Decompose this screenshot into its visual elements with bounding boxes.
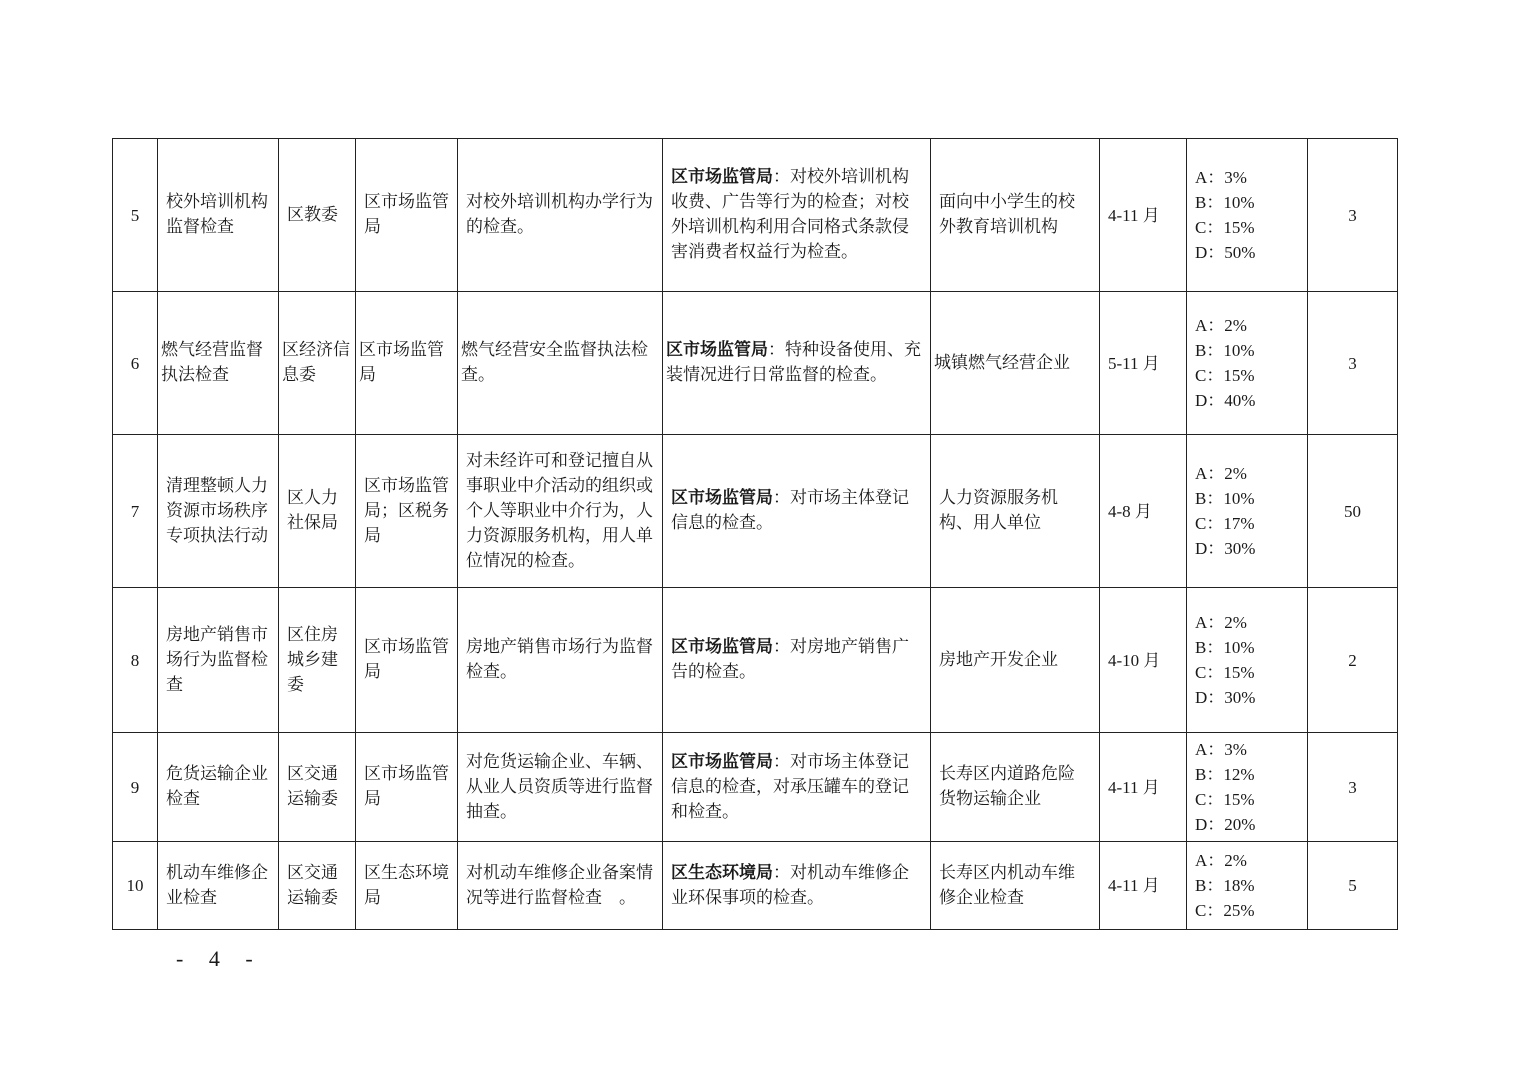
department-duties — [663, 733, 931, 842]
inspection-period: 4-11 月 — [1100, 842, 1187, 930]
table-row — [113, 588, 1398, 733]
inspection-object: 房地产开发企业 — [931, 588, 1100, 733]
sample-count: 3 — [1308, 292, 1398, 435]
inspection-object: 人力资源服务机构、用人单位 — [931, 435, 1100, 588]
inspection-table — [112, 138, 1398, 930]
inspection-period: 5-11 月 — [1100, 292, 1187, 435]
partner-department: 区市场监管局 — [356, 292, 458, 435]
row-number: 9 — [113, 733, 158, 842]
table-row — [113, 292, 1398, 435]
table-body — [113, 139, 1398, 930]
sampling-rates — [1187, 435, 1308, 588]
rate-a: A：3% — [1195, 740, 1247, 759]
sampling-rates — [1187, 139, 1308, 292]
sampling-rates — [1187, 842, 1308, 930]
inspection-content: 对未经许可和登记擅自从事职业中介活动的组织或个人等职业中介行为，人力资源服务机构，用人单位情况的检查。 — [458, 435, 663, 588]
department-duty-text: ：对校外培训机构收费、广告等行为的检查；对校外培训机构利用合同格式条款侵害消费者权益行为检查。 — [671, 167, 909, 262]
partner-department: 区生态环境局 — [356, 842, 458, 930]
table-row — [113, 435, 1398, 588]
rate-b: B：10% — [1195, 638, 1255, 657]
sampling-rates — [1187, 292, 1308, 435]
inspection-period: 4-10 月 — [1100, 588, 1187, 733]
sample-count: 50 — [1308, 435, 1398, 588]
rate-d: D：20% — [1195, 815, 1256, 834]
partner-department: 区市场监管局 — [356, 733, 458, 842]
item-name: 清理整顿人力资源市场秩序专项执法行动 — [158, 435, 279, 588]
department-name: 区市场监管局 — [666, 340, 768, 360]
row-number: 7 — [113, 435, 158, 588]
rate-d: D：40% — [1195, 391, 1256, 410]
department-name: 区市场监管局 — [671, 637, 773, 657]
inspection-object: 长寿区内道路危险货物运输企业 — [931, 733, 1100, 842]
table-row — [113, 733, 1398, 842]
table-row — [113, 842, 1398, 930]
rate-b: B：10% — [1195, 193, 1255, 212]
inspection-object: 城镇燃气经营企业 — [931, 292, 1100, 435]
rate-c: C：15% — [1195, 218, 1255, 237]
rate-c: C：15% — [1195, 366, 1255, 385]
lead-department: 区教委 — [279, 139, 356, 292]
rate-a: A：2% — [1195, 851, 1247, 870]
rate-c: C：15% — [1195, 663, 1255, 682]
row-number: 8 — [113, 588, 158, 733]
department-name: 区生态环境局 — [671, 862, 773, 883]
department-duties — [663, 588, 931, 733]
lead-department: 区住房城乡建委 — [279, 588, 356, 733]
department-duty-text: ：对市场主体登记信息的检查。 — [671, 488, 909, 533]
rate-b: B：10% — [1195, 341, 1255, 360]
sample-count: 5 — [1308, 842, 1398, 930]
department-duties — [663, 435, 931, 588]
department-duty-text: ：特种设备使用、充装情况进行日常监督的检查。 — [666, 340, 921, 385]
item-name: 危货运输企业检查 — [158, 733, 279, 842]
sampling-rates — [1187, 588, 1308, 733]
sample-count: 3 — [1308, 733, 1398, 842]
department-duties — [663, 842, 931, 930]
inspection-content: 对校外培训机构办学行为的检查。 — [458, 139, 663, 292]
inspection-content: 对机动车维修企业备案情况等进行监督检查 。 — [458, 842, 663, 930]
department-duty-text: ：对机动车维修企业环保事项的检查。 — [671, 862, 909, 908]
department-duties — [663, 292, 931, 435]
inspection-object: 面向中小学生的校外教育培训机构 — [931, 139, 1100, 292]
department-duty-text: ：对房地产销售广告的检查。 — [671, 637, 909, 682]
row-number: 6 — [113, 292, 158, 435]
lead-department: 区交通运输委 — [279, 842, 356, 930]
inspection-content: 燃气经营安全监督执法检查。 — [458, 292, 663, 435]
item-name: 校外培训机构监督检查 — [158, 139, 279, 292]
row-number: 10 — [113, 842, 158, 930]
inspection-period: 4-11 月 — [1100, 139, 1187, 292]
rate-d: D：50% — [1195, 243, 1256, 262]
page-number: - 4 - — [176, 946, 263, 971]
inspection-period: 4-11 月 — [1100, 733, 1187, 842]
rate-c: C：15% — [1195, 790, 1255, 809]
rate-d: D：30% — [1195, 688, 1256, 707]
lead-department: 区经济信息委 — [279, 292, 356, 435]
department-duty-text: ：对市场主体登记信息的检查，对承压罐车的登记和检查。 — [671, 751, 909, 822]
inspection-content: 房地产销售市场行为监督检查。 — [458, 588, 663, 733]
rate-a: A：2% — [1195, 464, 1247, 483]
department-name: 区市场监管局 — [671, 751, 773, 772]
partner-department: 区市场监管局 — [356, 139, 458, 292]
lead-department: 区人力社保局 — [279, 435, 356, 588]
rate-a: A：3% — [1195, 168, 1247, 187]
rate-c: C：17% — [1195, 514, 1255, 533]
rate-b: B：10% — [1195, 489, 1255, 508]
item-name: 机动车维修企业检查 — [158, 842, 279, 930]
inspection-content: 对危货运输企业、车辆、从业人员资质等进行监督抽查。 — [458, 733, 663, 842]
rate-d: D：30% — [1195, 539, 1256, 558]
partner-department: 区市场监管局 — [356, 588, 458, 733]
rate-b: B：12% — [1195, 765, 1255, 784]
department-name: 区市场监管局 — [671, 167, 773, 187]
table-row — [113, 139, 1398, 292]
inspection-object: 长寿区内机动车维修企业检查 — [931, 842, 1100, 930]
inspection-period: 4-8 月 — [1100, 435, 1187, 588]
item-name: 燃气经营监督执法检查 — [158, 292, 279, 435]
sample-count: 3 — [1308, 139, 1398, 292]
rate-a: A：2% — [1195, 613, 1247, 632]
rate-a: A：2% — [1195, 316, 1247, 335]
rate-c: C：25% — [1195, 901, 1255, 920]
item-name: 房地产销售市场行为监督检查 — [158, 588, 279, 733]
lead-department: 区交通运输委 — [279, 733, 356, 842]
department-name: 区市场监管局 — [671, 488, 773, 508]
department-duties — [663, 139, 931, 292]
row-number: 5 — [113, 139, 158, 292]
sampling-rates — [1187, 733, 1308, 842]
rate-b: B：18% — [1195, 876, 1255, 895]
sample-count: 2 — [1308, 588, 1398, 733]
partner-department: 区市场监管局；区税务局 — [356, 435, 458, 588]
